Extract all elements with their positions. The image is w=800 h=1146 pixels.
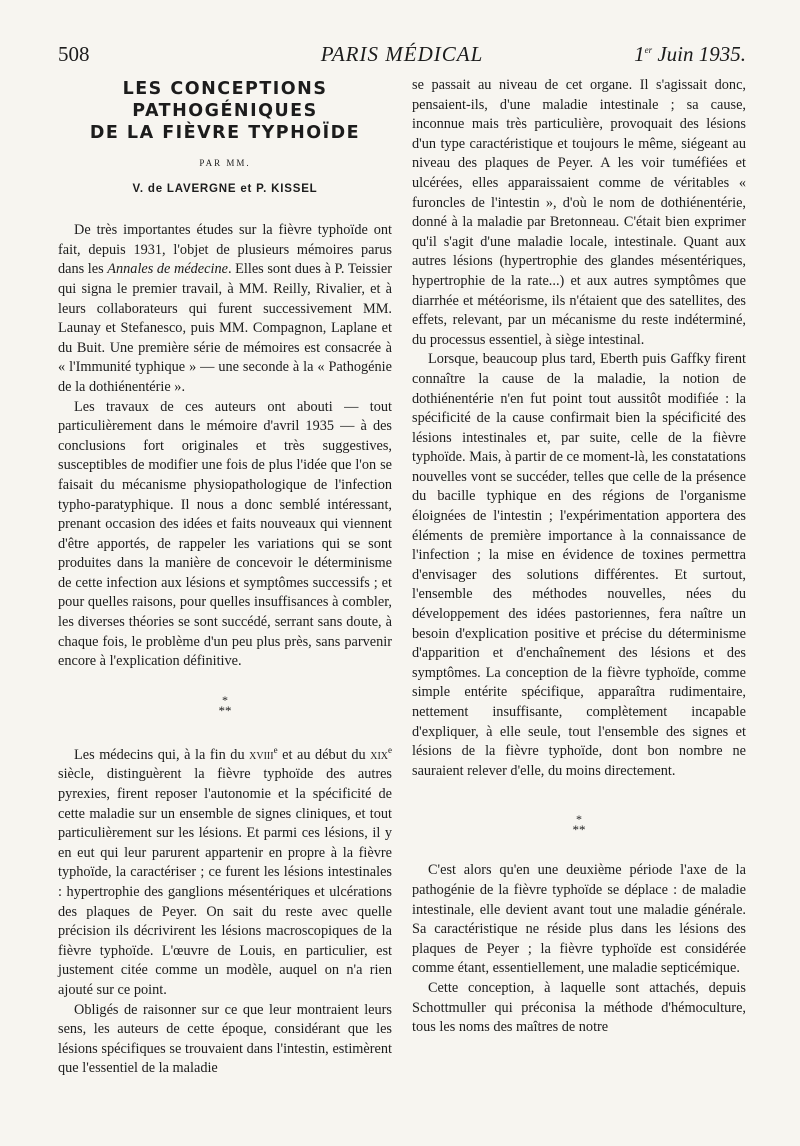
title-line: PATHOGÉNIQUES [132, 101, 318, 121]
intro-text-end: . Elles sont dues à P. Teissier qui signa le premier travail, à MM. Reilly, Rivalier, et à leurs collaborateurs qui furent successivement MM. Launay et Stefanesco, puis MM. Compagnon, Laplane et du Buit. Une première série de mémoires est consacrée à « l'Immunité typhique » — une seconde à la « Pathogénie de la dothiénentérie ». [58, 261, 392, 395]
century-19-suffix: e [388, 745, 392, 756]
paragraph-conception: Cette conception, à laquelle sont attachés, depuis Schottmuller qui préconisa la méthode d'hémoculture, tous les noms des maîtres de notre [412, 979, 746, 1036]
history-text-b: et au début du [277, 746, 371, 763]
right-column [412, 76, 746, 1038]
title-line: DE LA FIÈVRE TYPHOÏDE [89, 123, 361, 143]
paragraph-intro [58, 221, 392, 397]
separator-star: * [218, 702, 225, 718]
article-title [58, 78, 392, 199]
history-text-a: Les médecins qui, à la fin du [74, 746, 250, 763]
issue-date [634, 42, 746, 67]
century-18-suffix: e [273, 745, 278, 756]
intro-text-start: De très importantes études sur la fièvre typhoïde ont fait, depuis 1931, l'objet de plusieurs mémoires parus dans les [58, 222, 392, 278]
byline-prefix: PAR MM. [199, 158, 251, 168]
journal-citation: Annales de médecine [107, 261, 228, 278]
section-separator [58, 692, 392, 718]
page-header [58, 42, 746, 72]
history-text-c: siècle, distinguèrent la fièvre typhoïde des autres pyrexies, firent reposer l'autonomie et la spécificité de cette maladie sur un ensemble de signes cliniques, et tout particulièrement sur les lésions. Et parmi ces lésions, il y en eut qui leur parurent appartenir en propre à la fièvre typhoïde, la caractériser ; ce furent les lésions intestinales : hypertrophie des ganglions mésentériques et ulcérations des plaques de Peyer. On sait du reste avec quelle précision ils décrivirent les lésions macroscopiques de la fièvre typhoïde. L'œuvre de Louis, en particulier, est justement citée comme un modèle, auquel on n'a rien ajouté sur ce point. [58, 766, 392, 998]
century-19: xix [370, 746, 388, 763]
paragraph-second-period: C'est alors qu'en une deuxième période l'axe de la pathogénie de la fièvre typhoïde se déplace : de maladie intestinale, elle devient avant tout une maladie générale. Sa caractéristique ne réside plus dans les lésions des plaques de Peyer ; la fièvre typhoïde est considérée comme étant, essentiellement, une maladie septicémique. [412, 862, 746, 977]
article-authors: V. de LAVERGNE et P. KISSEL [132, 182, 318, 195]
separator-star: * [572, 822, 579, 838]
page-number: 508 [58, 42, 90, 66]
paragraph-works: Les travaux de ces auteurs ont abouti — tout particulièrement dans le mémoire d'avril 1935 — à des conclusions fort originales et très suggestives, susceptibles de modifier une fois de plus l'idée que l'on se faisait du mécanisme physiopathologique de l'infection typho-paratyphique. Il nous a donc semblé intéressant, prenant occasion des idées et faits nouveaux qui viennent d'être apportés, de rappeler les variations qui se sont produites dans la manière de concevoir le déterminisme de cette infection aux lésions et symptômes successifs ; et pour quelles raisons, pour quelles insuffisances à combler, les diverses théories se sont succédé, serrant sans doute, à chaque fois, le problème d'un peu plus près, sans parvenir encore à l'explication définitive. [58, 398, 392, 670]
issue-date-ordinal: er [644, 45, 653, 55]
paragraph-obliged-start: Obligés de raisonner sur ce que leur montraient leurs sens, les auteurs de cette époque, considérant que les lésions spécifiques se trouvaient dans l'intestin, estimèrent que l'essentiel de la maladie [58, 1001, 392, 1077]
paragraph-history [58, 746, 392, 1001]
paragraph-obliged-continued: se passait au niveau de cet organe. Il s'agissait donc, pensaient-ils, d'une maladie intestinale ; sa cause, inconnue mais très particulière, provoquait des lésions d'un type caractéristique et toujours le même, siégeant au niveau des plaques de Peyer. A les voir tuméfiées et ulcérées, elles apparaissaient comme de véritables « furoncles de l'intestin », d'où le nom de dothiénentérie, donné à la maladie par Bretonneau. C'était bien exprimer qu'il s'agit d'une maladie locale, intestinale. Quant aux autres lésions (hypertrophie des glandes mésentériques, hypertrophie de la rate...) et aux autres symptômes que diarrhée et météorisme, ils n'étaient que des satellites, des effets, relevant, par un mécanisme du reste indéterminé, du processus essentiel, à siège intestinal. [412, 77, 746, 348]
separator-star: * [576, 812, 582, 827]
title-line: LES CONCEPTIONS [122, 79, 328, 99]
separator-star: * [579, 822, 586, 838]
paragraph-eberth: Lorsque, beaucoup plus tard, Eberth puis Gaffky firent connaître la cause de la maladie, la notion de dothiénentérie n'en fut point tout aussitôt modifiée : la spécificité de la cause confirmait bien la spécificité des lésions intestinales et, par suite, celle de la fièvre typhoïde. Mais, à partir de ce moment-là, les constatations nouvelles vont se succéder, telles que celle de la présence du bacille typhique en des régions de l'organisme éloignées de l'intestin ; l'expérimentation apportera des éléments de première importance à la connaissance de l'infection ; la mise en évidence de toxines permettra d'envisager des solutions différentes. Et surtout, l'ensemble des méthodes nouvelles, nées du développement des idées pastoriennes, fera naître un besoin d'explication positive et précise du déterminisme d'apparition et d'enchaînement des lésions et des symptômes. La conception de la fièvre typhoïde, comme simple entérite spécifique, apparaîtra rudimentaire, nettement insuffisante, complètement incapable d'expliquer, à elle seule, tout l'ensemble des signes et lésions de la fièvre typhoïde, dont bon nombre ne sauraient relever d'elle, du moins directement. [412, 351, 746, 779]
century-18: xviii [249, 746, 274, 763]
separator-star: * [222, 692, 228, 707]
left-column [58, 76, 392, 1079]
section-separator [412, 812, 746, 838]
issue-date-day: 1 [634, 42, 645, 66]
issue-date-rest: Juin 1935. [652, 42, 746, 66]
separator-star: * [225, 702, 232, 718]
journal-title: PARIS MÉDICAL [320, 42, 484, 66]
